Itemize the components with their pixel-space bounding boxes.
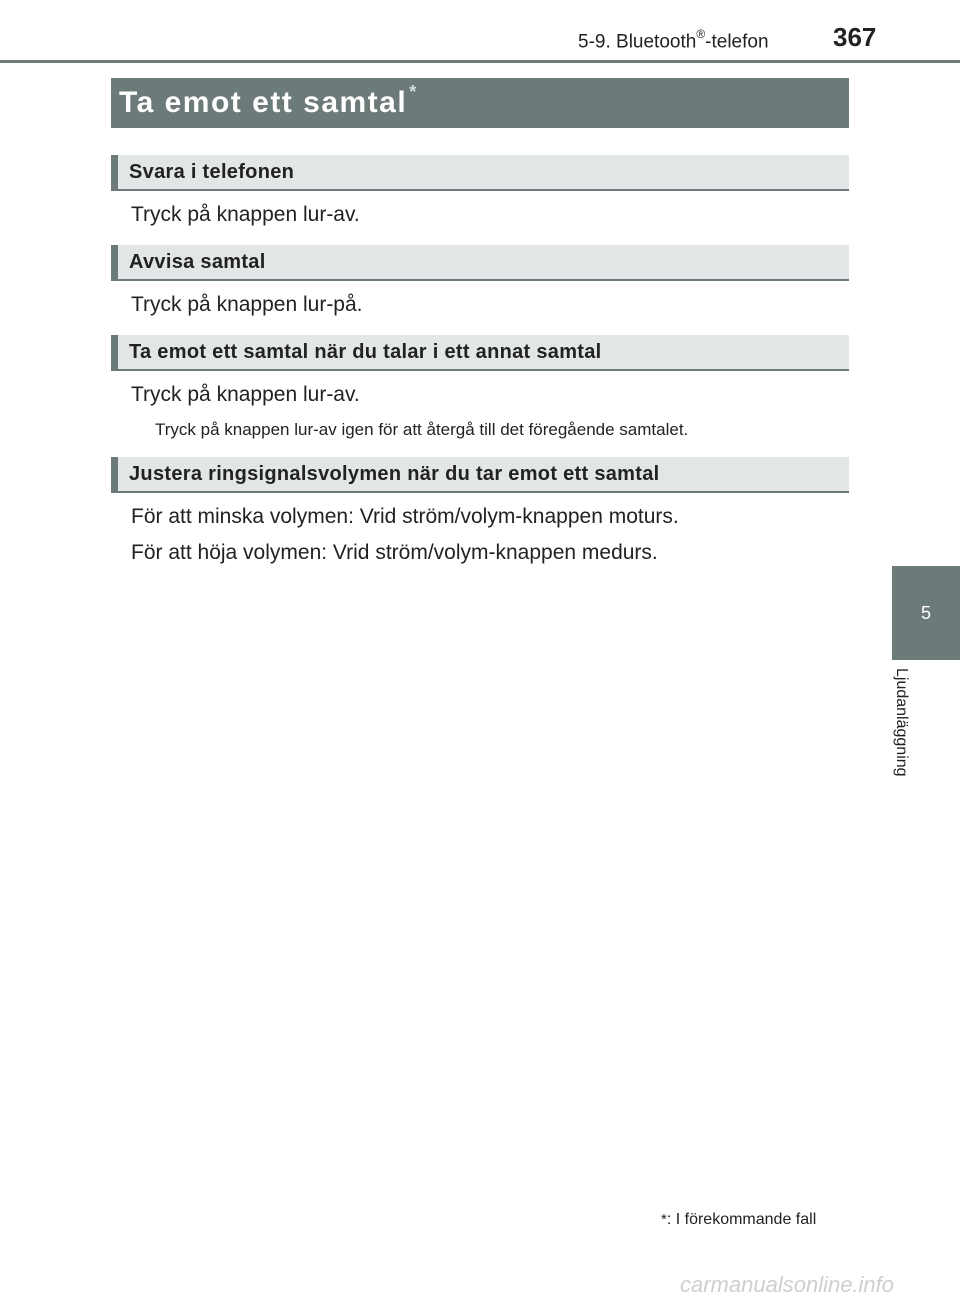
section-note-call-waiting: Tryck på knappen lur-av igen för att återgå till det föregående samtalet. xyxy=(155,420,689,439)
section-heading-text: Avvisa samtal xyxy=(129,251,266,273)
section-body-volume-down: För att minska volymen: Vrid ström/volym-knappen moturs. xyxy=(131,505,679,528)
section-heading-ring-volume xyxy=(111,457,849,493)
section-heading-text: Justera ringsignalsvolymen när du tar emot ett samtal xyxy=(129,463,660,485)
footnote xyxy=(661,1211,816,1229)
registered-mark: ® xyxy=(696,27,706,41)
chapter-label: Ljudanläggning xyxy=(893,668,910,777)
header-divider xyxy=(0,60,960,63)
section-heading-text: Svara i telefonen xyxy=(129,161,295,183)
page-number: 367 xyxy=(833,22,877,52)
section-body-call-waiting: Tryck på knappen lur-av. xyxy=(131,383,360,406)
page-title-text: Ta emot ett samtal xyxy=(119,86,408,119)
footnote-text: : I förekommande fall xyxy=(666,1211,817,1228)
section-body-reject: Tryck på knappen lur-på. xyxy=(131,293,363,316)
section-heading-reject xyxy=(111,245,849,281)
section-heading-answer xyxy=(111,155,849,191)
page-title-bar xyxy=(111,78,849,128)
section-prefix: 5-9. Bluetooth xyxy=(578,31,697,53)
section-heading-call-waiting xyxy=(111,335,849,371)
chapter-tab: 5 xyxy=(892,566,960,660)
section-body-answer: Tryck på knappen lur-av. xyxy=(131,203,360,226)
footnote-asterisk: * xyxy=(661,1211,667,1228)
page-title xyxy=(119,82,418,120)
section-heading-text: Ta emot ett samtal när du talar i ett annat samtal xyxy=(129,341,602,363)
watermark: carmanualsonline.info xyxy=(680,1272,895,1297)
section-body-volume-up: För att höja volymen: Vrid ström/volym-knappen medurs. xyxy=(131,541,658,564)
section-header xyxy=(578,29,769,53)
section-suffix: -telefon xyxy=(705,31,769,53)
title-asterisk: * xyxy=(409,82,418,102)
